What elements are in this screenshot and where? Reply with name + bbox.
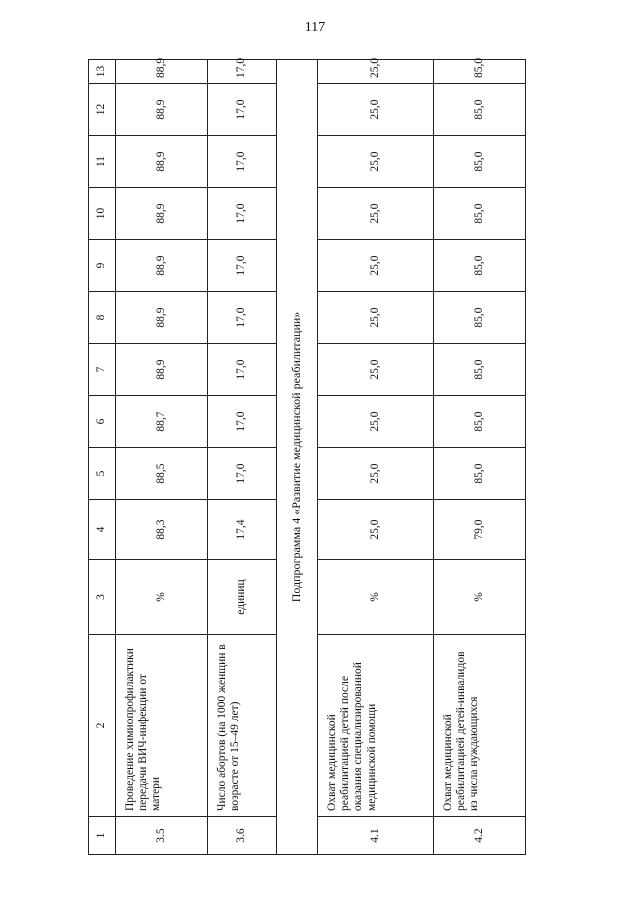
value-cell: 25,0	[317, 344, 433, 396]
page-number: 117	[304, 20, 326, 35]
column-number-cell: 10	[89, 188, 116, 240]
value-cell: 25,0	[317, 188, 433, 240]
column-number-cell: 7	[89, 344, 116, 396]
value-cell: 17,0	[208, 60, 277, 84]
subprogram-row	[276, 60, 317, 855]
value-cell: 25,0	[317, 60, 433, 84]
value-cell: 88,9	[116, 84, 208, 136]
value-cell: 88,9	[116, 60, 208, 84]
column-number-cell: 1	[89, 817, 116, 855]
value-cell: 85,0	[433, 448, 525, 500]
value-cell: 88,3	[116, 500, 208, 560]
indicator-name-cell: Число абортов (на 1000 женщин в возрасте от 15–49 лет)	[208, 635, 277, 817]
value-cell: 17,0	[208, 448, 277, 500]
column-number-cell: 13	[89, 60, 116, 84]
column-number-cell: 9	[89, 240, 116, 292]
row-id-cell: 4.1	[317, 817, 433, 855]
value-cell: 25,0	[317, 292, 433, 344]
value-cell: 85,0	[433, 60, 525, 84]
unit-cell: %	[317, 560, 433, 635]
value-cell: 25,0	[317, 500, 433, 560]
value-cell: 79,0	[433, 500, 525, 560]
indicator-name-cell: Охват медицинской реабилитацией детей после оказания специализированной медицинской помощи	[317, 635, 433, 817]
row-id-cell: 3.6	[208, 817, 277, 855]
indicators-table	[88, 59, 526, 855]
column-number-cell: 3	[89, 560, 116, 635]
row-id-cell: 3.5	[116, 817, 208, 855]
table-row	[317, 60, 433, 855]
column-number-cell: 11	[89, 136, 116, 188]
value-cell: 17,0	[208, 396, 277, 448]
column-number-cell: 12	[89, 84, 116, 136]
value-cell: 85,0	[433, 396, 525, 448]
rotated-table-wrapper	[88, 57, 526, 855]
value-cell: 85,0	[433, 240, 525, 292]
value-cell: 85,0	[433, 188, 525, 240]
unit-cell: единиц	[208, 560, 277, 635]
column-number-cell: 8	[89, 292, 116, 344]
value-cell: 88,7	[116, 396, 208, 448]
value-cell: 25,0	[317, 84, 433, 136]
column-number-cell: 4	[89, 500, 116, 560]
header-row	[89, 60, 116, 855]
value-cell: 17,0	[208, 344, 277, 396]
table-row	[433, 60, 525, 855]
column-number-cell: 6	[89, 396, 116, 448]
unit-cell: %	[433, 560, 525, 635]
value-cell: 17,0	[208, 188, 277, 240]
value-cell: 88,9	[116, 136, 208, 188]
value-cell: 85,0	[433, 292, 525, 344]
value-cell: 17,4	[208, 500, 277, 560]
value-cell: 88,9	[116, 188, 208, 240]
value-cell: 85,0	[433, 136, 525, 188]
value-cell: 88,9	[116, 344, 208, 396]
table-row	[116, 60, 208, 855]
column-number-cell: 5	[89, 448, 116, 500]
indicator-name-cell: Охват медицинской реабилитацией детей-инвалидов из числа нуждающихся	[433, 635, 525, 817]
value-cell: 17,0	[208, 240, 277, 292]
subprogram-title: Подпрограмма 4 «Развитие медицинской реабилитации»	[276, 60, 317, 855]
value-cell: 88,5	[116, 448, 208, 500]
value-cell: 85,0	[433, 84, 525, 136]
table-row	[208, 60, 277, 855]
indicator-name-cell: Проведение химиопрофилактики передачи ВИЧ-инфекции от матери	[116, 635, 208, 817]
column-number-cell: 2	[89, 635, 116, 817]
value-cell: 85,0	[433, 344, 525, 396]
value-cell: 17,0	[208, 292, 277, 344]
value-cell: 25,0	[317, 240, 433, 292]
unit-cell: %	[116, 560, 208, 635]
value-cell: 88,9	[116, 292, 208, 344]
value-cell: 17,0	[208, 84, 277, 136]
value-cell: 88,9	[116, 240, 208, 292]
value-cell: 17,0	[208, 136, 277, 188]
value-cell: 25,0	[317, 396, 433, 448]
value-cell: 25,0	[317, 136, 433, 188]
value-cell: 25,0	[317, 448, 433, 500]
row-id-cell: 4.2	[433, 817, 525, 855]
